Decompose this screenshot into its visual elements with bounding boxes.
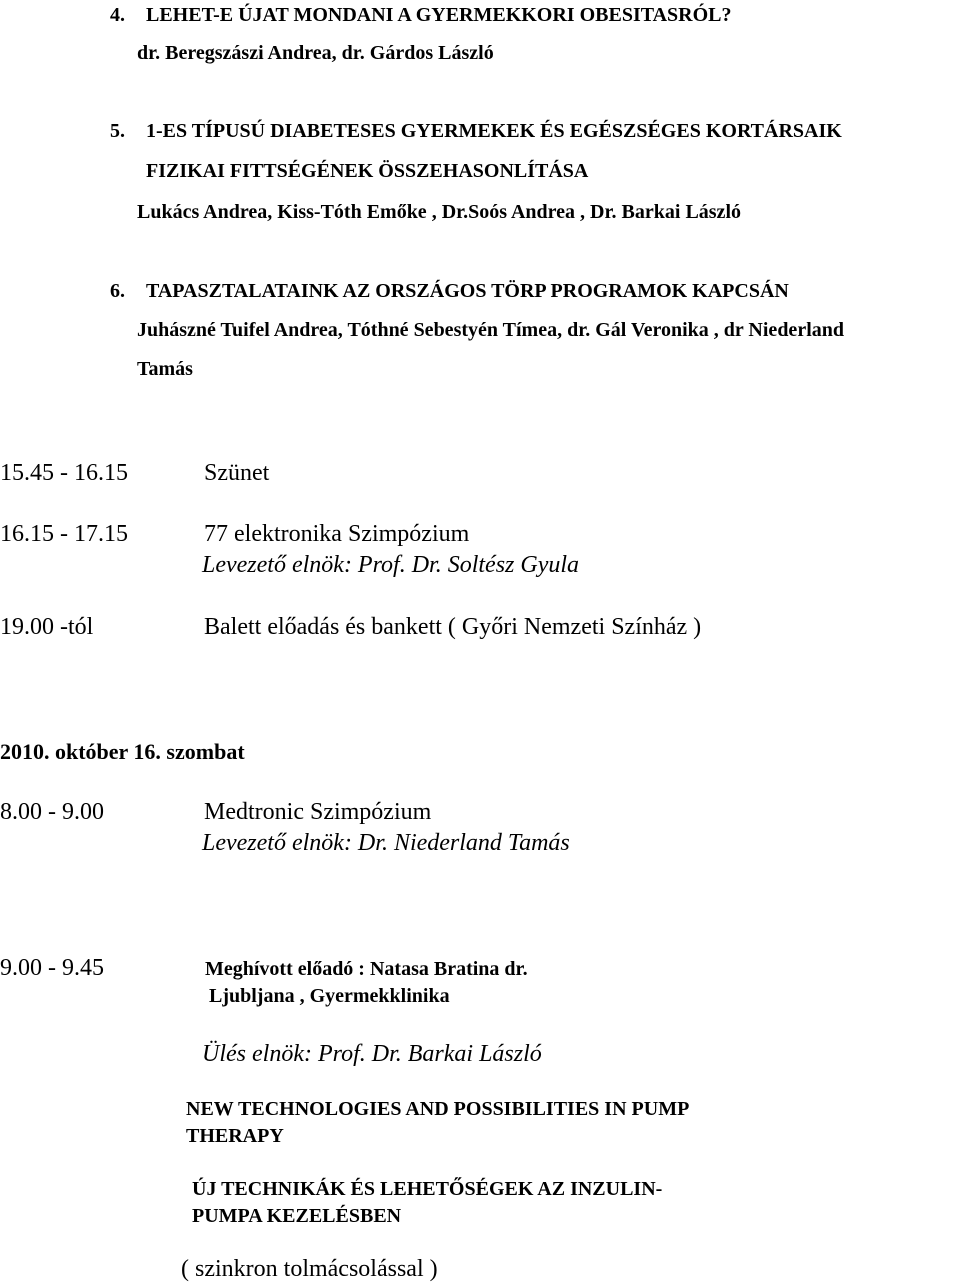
talk-title-en-line1: NEW TECHNOLOGIES AND POSSIBILITIES IN PUMP <box>186 1098 690 1120</box>
event-symposium-77: 77 elektronika Szimpózium <box>204 521 470 547</box>
invited-speaker: Meghívott előadó : Natasa Bratina dr. <box>205 958 528 980</box>
talk-title-en-line2: THERAPY <box>186 1125 284 1147</box>
item-6-authors-line2: Tamás <box>137 358 193 380</box>
event-break: Szünet <box>204 460 270 486</box>
chair-symposium-77: Levezető elnök: Prof. Dr. Soltész Gyula <box>202 552 580 578</box>
item-5-title-line1: 1-ES TÍPUSÚ DIABETESES GYERMEKEK ÉS EGÉSZSÉGES KORTÁRSAIK <box>146 120 842 142</box>
time-invited: 9.00 - 9.45 <box>0 955 104 981</box>
chair-medtronic: Levezető elnök: Dr. Niederland Tamás <box>202 830 570 856</box>
talk-title-hu-line1: ÚJ TECHNIKÁK ÉS LEHETŐSÉGEK AZ INZULIN- <box>192 1178 663 1200</box>
event-medtronic: Medtronic Szimpózium <box>204 799 432 825</box>
item-6-number: 6. <box>110 280 125 302</box>
item-6-authors-line1: Juhászné Tuifel Andrea, Tóthné Sebestyén Tímea, dr. Gál Veronika , dr Niederland <box>137 319 844 341</box>
interpretation-note: ( szinkron tolmácsolással ) <box>181 1256 438 1282</box>
item-5-title-line2: FIZIKAI FITTSÉGÉNEK ÖSSZEHASONLÍTÁSA <box>146 160 589 182</box>
session-chair: Ülés elnök: Prof. Dr. Barkai László <box>202 1041 542 1067</box>
talk-title-hu-line2: PUMPA KEZELÉSBEN <box>192 1205 402 1227</box>
item-5-authors: Lukács Andrea, Kiss-Tóth Emőke , Dr.Soós Andrea , Dr. Barkai László <box>137 201 741 223</box>
time-symposium-77: 16.15 - 17.15 <box>0 521 128 547</box>
event-ballet: Balett előadás és bankett ( Győri Nemzeti Színház ) <box>204 614 702 640</box>
item-5-number: 5. <box>110 120 125 142</box>
time-medtronic: 8.00 - 9.00 <box>0 799 104 825</box>
item-4-title: LEHET-E ÚJAT MONDANI A GYERMEKKORI OBESITASRÓL? <box>146 4 732 26</box>
item-4-authors: dr. Beregszászi Andrea, dr. Gárdos László <box>137 42 494 64</box>
item-4-number: 4. <box>110 4 125 26</box>
time-break: 15.45 - 16.15 <box>0 460 128 486</box>
time-ballet: 19.00 -tól <box>0 614 94 640</box>
invited-affiliation: Ljubljana , Gyermekklinika <box>209 985 450 1007</box>
day2-date: 2010. október 16. szombat <box>0 739 245 764</box>
item-6-title: TAPASZTALATAINK AZ ORSZÁGOS TÖRP PROGRAMOK KAPCSÁN <box>146 280 789 302</box>
